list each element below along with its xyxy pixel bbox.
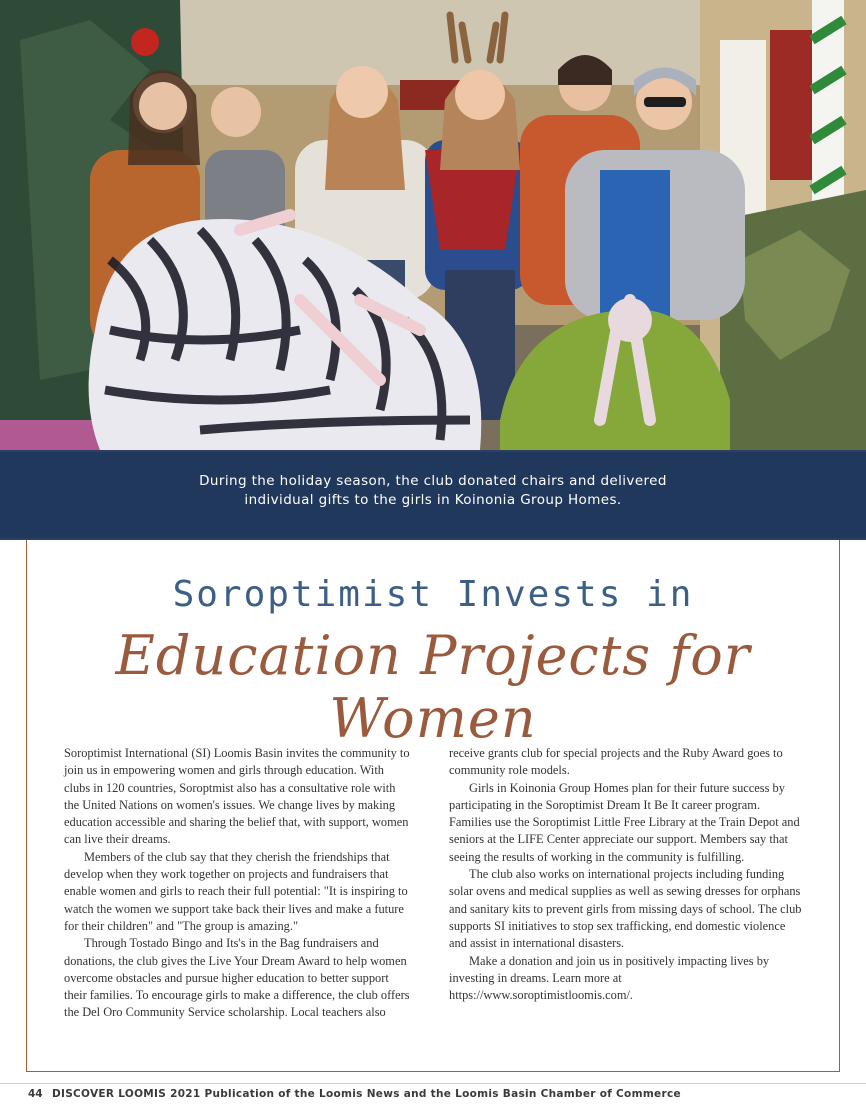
caption-line-1: During the holiday season, the club donated chairs and delivered (199, 473, 667, 489)
group-photo (0, 0, 866, 540)
article-paragraph: receive grants club for special projects and the Ruby Award goes to community role models. (449, 746, 783, 778)
article-paragraph: Soroptimist International (SI) Loomis Basin invites the community to join us in empowering women and girls through education. With clubs in 120 countries, Soroptmist also has a consultative role with the United Nations on women's issues. We change lives by making education accessible and sharing the belief that, with support, women can live their dreams. (64, 746, 410, 847)
article-column-right (449, 745, 805, 1004)
page-number: 44 (28, 1088, 43, 1100)
publication-line: DISCOVER LOOMIS 2021 Publication of the Loomis News and the Loomis Basin Chamber of Commerce (51, 1088, 681, 1100)
photo-caption (130, 472, 736, 510)
footer-divider (0, 1083, 866, 1084)
page-footer (28, 1088, 681, 1100)
headline-line-2: Education Projects for Women (115, 624, 751, 750)
article-paragraph: Make a donation and join us in positively impacting lives by investing in dreams. Learn more at https://www.soroptimistloomis.com/. (449, 953, 770, 1003)
article-column-left (64, 745, 410, 1022)
headline-line-1: Soroptimist Invests in (172, 574, 694, 615)
article-paragraph: Through Tostado Bingo and Its's in the Bag fundraisers and donations, the club gives the Live Your Dream Award to help women overcome obstacles and pursue higher education to better support their families. To encourage girls to make a difference, the club offers the Del Oro Community Service scholarship. Local teachers also (64, 936, 410, 1020)
caption-line-2: individual gifts to the girls in Koinonia Group Homes. (244, 492, 622, 508)
article-paragraph: The club also works on international projects including funding solar ovens and medical supplies as well as sewing dresses for orphans and sanitary kits to prevent girls from missing days of school. The club supports SI initiatives to stop sex trafficking, end domestic violence and assist in international disasters. (449, 867, 802, 951)
article-paragraph: Girls in Koinonia Group Homes plan for their future success by participating in the Soroptimist Dream It Be It career program. Families use the Soroptimist Little Free Library at the Train Depot and seniors at the LIFE Center appreciate our support. Members say that seeing the results of working in the community is fulfilling. (449, 780, 800, 864)
article-paragraph: Members of the club say that they cherish the friendships that develop when they work together on projects and fundraisers that enable women and girls to reach their full potential: "It is inspiring to watch the women we support take back their lives and make a future for their children" and "The group is amazing." (64, 849, 408, 933)
